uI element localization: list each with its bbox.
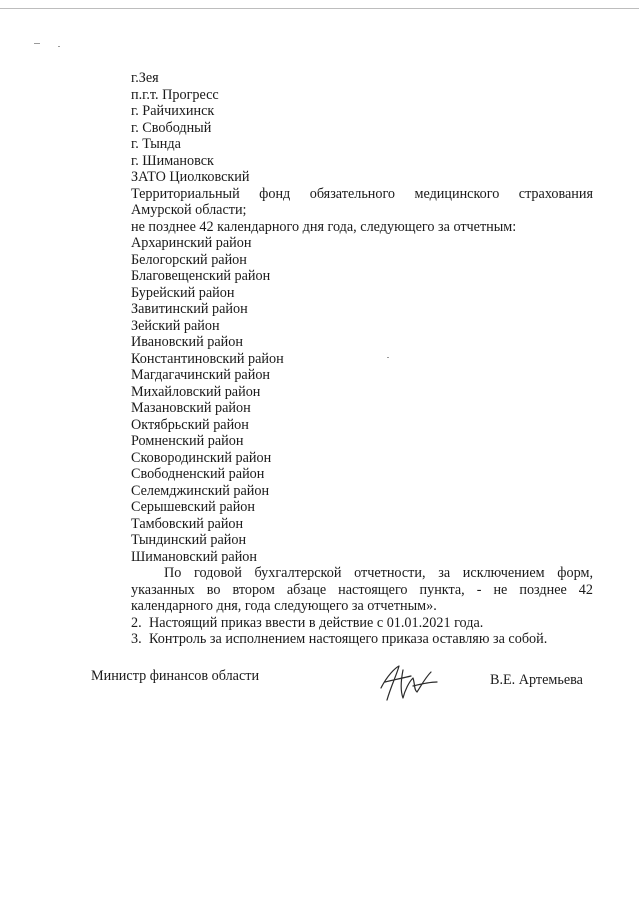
- district-item: Белогорский район: [131, 251, 247, 268]
- district-item: Мазановский район: [131, 400, 251, 416]
- district-item: Селемджинский район: [131, 482, 270, 499]
- district-item: Зейский район: [131, 317, 220, 334]
- city-item: г. Свободный: [131, 119, 212, 136]
- district-item: Архаринский район: [131, 235, 252, 251]
- handwritten-signature: [373, 660, 443, 706]
- annual-paragraph-line-2: указанных во втором абзаце настоящего пункта, - не позднее 42: [131, 581, 593, 598]
- scan-speck: [34, 43, 40, 44]
- scan-speck: [58, 46, 60, 47]
- district-item: Шимановский район: [131, 548, 257, 565]
- signatory-title: Министр финансов области: [91, 668, 260, 684]
- city-item: г. Шимановск: [131, 152, 214, 169]
- annual-report-paragraph: [131, 565, 593, 615]
- city-item: г. Райчихинск: [131, 103, 215, 119]
- item-text: Контроль за исполнением настоящего приказа оставляю за собой.: [149, 631, 548, 647]
- order-item-3: [131, 631, 593, 648]
- fund-entry: [131, 186, 593, 219]
- district-item: Серышевский район: [131, 499, 255, 515]
- district-item: Константиновский район: [131, 350, 284, 367]
- item-text: Настоящий приказ ввести в действие с 01.01.2021 года.: [149, 614, 484, 631]
- fund-line-1: Территориальный фонд обязательного медицинского страхования: [131, 185, 593, 202]
- annual-paragraph-line-1: По годовой бухгалтерской отчетности, за исключением форм,: [164, 565, 593, 581]
- deadline-line: не позднее 42 календарного дня года, следующего за отчетным:: [131, 218, 517, 235]
- city-item: ЗАТО Циолковский: [131, 169, 250, 185]
- district-item: Тамбовский район: [131, 515, 244, 532]
- fund-line-2: Амурской области;: [131, 202, 247, 218]
- city-item: г.Зея: [131, 70, 159, 86]
- document-body: [131, 70, 593, 648]
- district-item: Благовещенский район: [131, 268, 271, 284]
- city-item: п.г.т. Прогресс: [131, 86, 219, 103]
- district-item: Тындинский район: [131, 532, 247, 548]
- order-item-2: [131, 615, 593, 632]
- district-item: Михайловский район: [131, 383, 261, 400]
- district-item: Ромненский район: [131, 433, 244, 449]
- cities-list: [131, 70, 593, 186]
- districts-list: [131, 235, 593, 565]
- district-item: Сковородинский район: [131, 449, 272, 466]
- signature-block: [91, 668, 591, 708]
- district-item: Ивановский район: [131, 334, 243, 350]
- district-item: Завитинский район: [131, 301, 248, 317]
- district-item: Магдагачинский район: [131, 367, 270, 383]
- item-number: 2.: [131, 614, 142, 631]
- signatory-name: В.Е. Артемьева: [490, 672, 583, 688]
- item-number: 3.: [131, 631, 142, 647]
- annual-paragraph-line-3: календарного дня, года следующего за отчетным».: [131, 598, 437, 614]
- district-item: Октябрьский район: [131, 416, 249, 433]
- scan-edge-line: [0, 8, 639, 9]
- district-item: Бурейский район: [131, 284, 235, 301]
- district-item: Свободненский район: [131, 466, 265, 482]
- city-item: г. Тында: [131, 136, 181, 152]
